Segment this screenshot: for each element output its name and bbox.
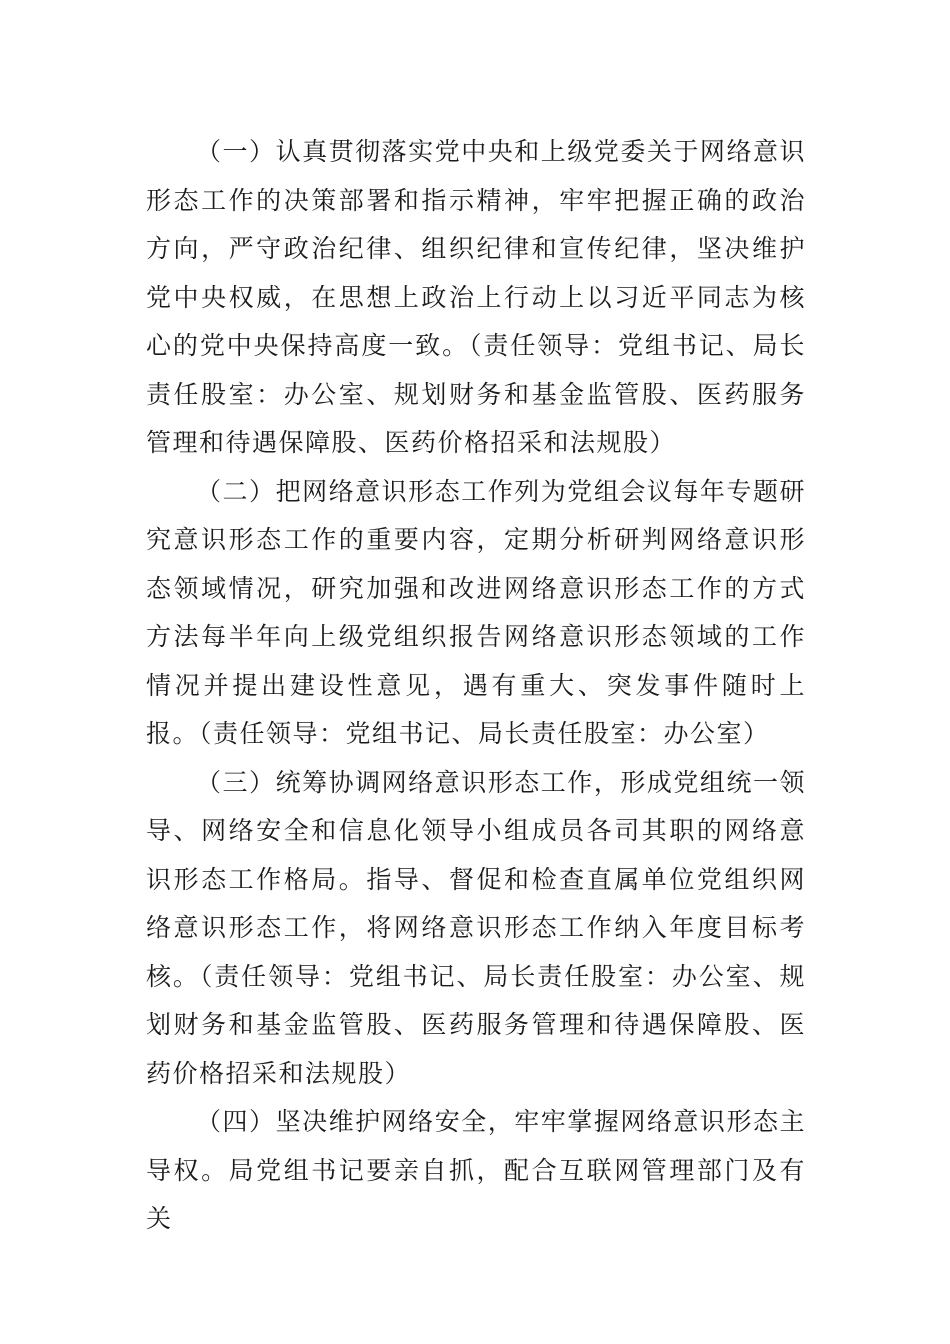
paragraph-3: （三）统筹协调网络意识形态工作，形成党组统一领导、网络安全和信息化领导小组成员各司其职的网络意识形态工作格局。指导、督促和检查直属单位党组织网络意识形态工作，将网络意识形态工作纳入年度目标考核。（责任领导：党组书记、局长责任股室：办公室、规划财务和基金监管股、医药服务管理和待遇保障股、医药价格招采和法规股） — [146, 767, 806, 1088]
paragraph-1: （一）认真贯彻落实党中央和上级党委关于网络意识形态工作的决策部署和指示精神，牢牢把握正确的政治方向，严守政治纪律、组织纪律和宣传纪律，坚决维护党中央权威，在思想上政治上行动上以习近平同志为核心的党中央保持高度一致。（责任领导：党组书记、局长责任股室：办公室、规划财务和基金监管股、医药服务管理和待遇保障股、医药价格招采和法规股） — [146, 137, 806, 457]
paragraph-4: （四）坚决维护网络安全，牢牢掌握网络意识形态主导权。局党组书记要亲自抓，配合互联网管理部门及有关 — [146, 1107, 806, 1233]
document-body — [146, 128, 806, 1244]
paragraph-2: （二）把网络意识形态工作列为党组会议每年专题研究意识形态工作的重要内容，定期分析研判网络意识形态领域情况，研究加强和改进网络意识形态工作的方式方法每半年向上级党组织报告网络意识形态领域的工作情况并提出建设性意见，遇有重大、突发事件随时上报。（责任领导：党组书记、局长责任股室：办公室） — [146, 476, 806, 748]
